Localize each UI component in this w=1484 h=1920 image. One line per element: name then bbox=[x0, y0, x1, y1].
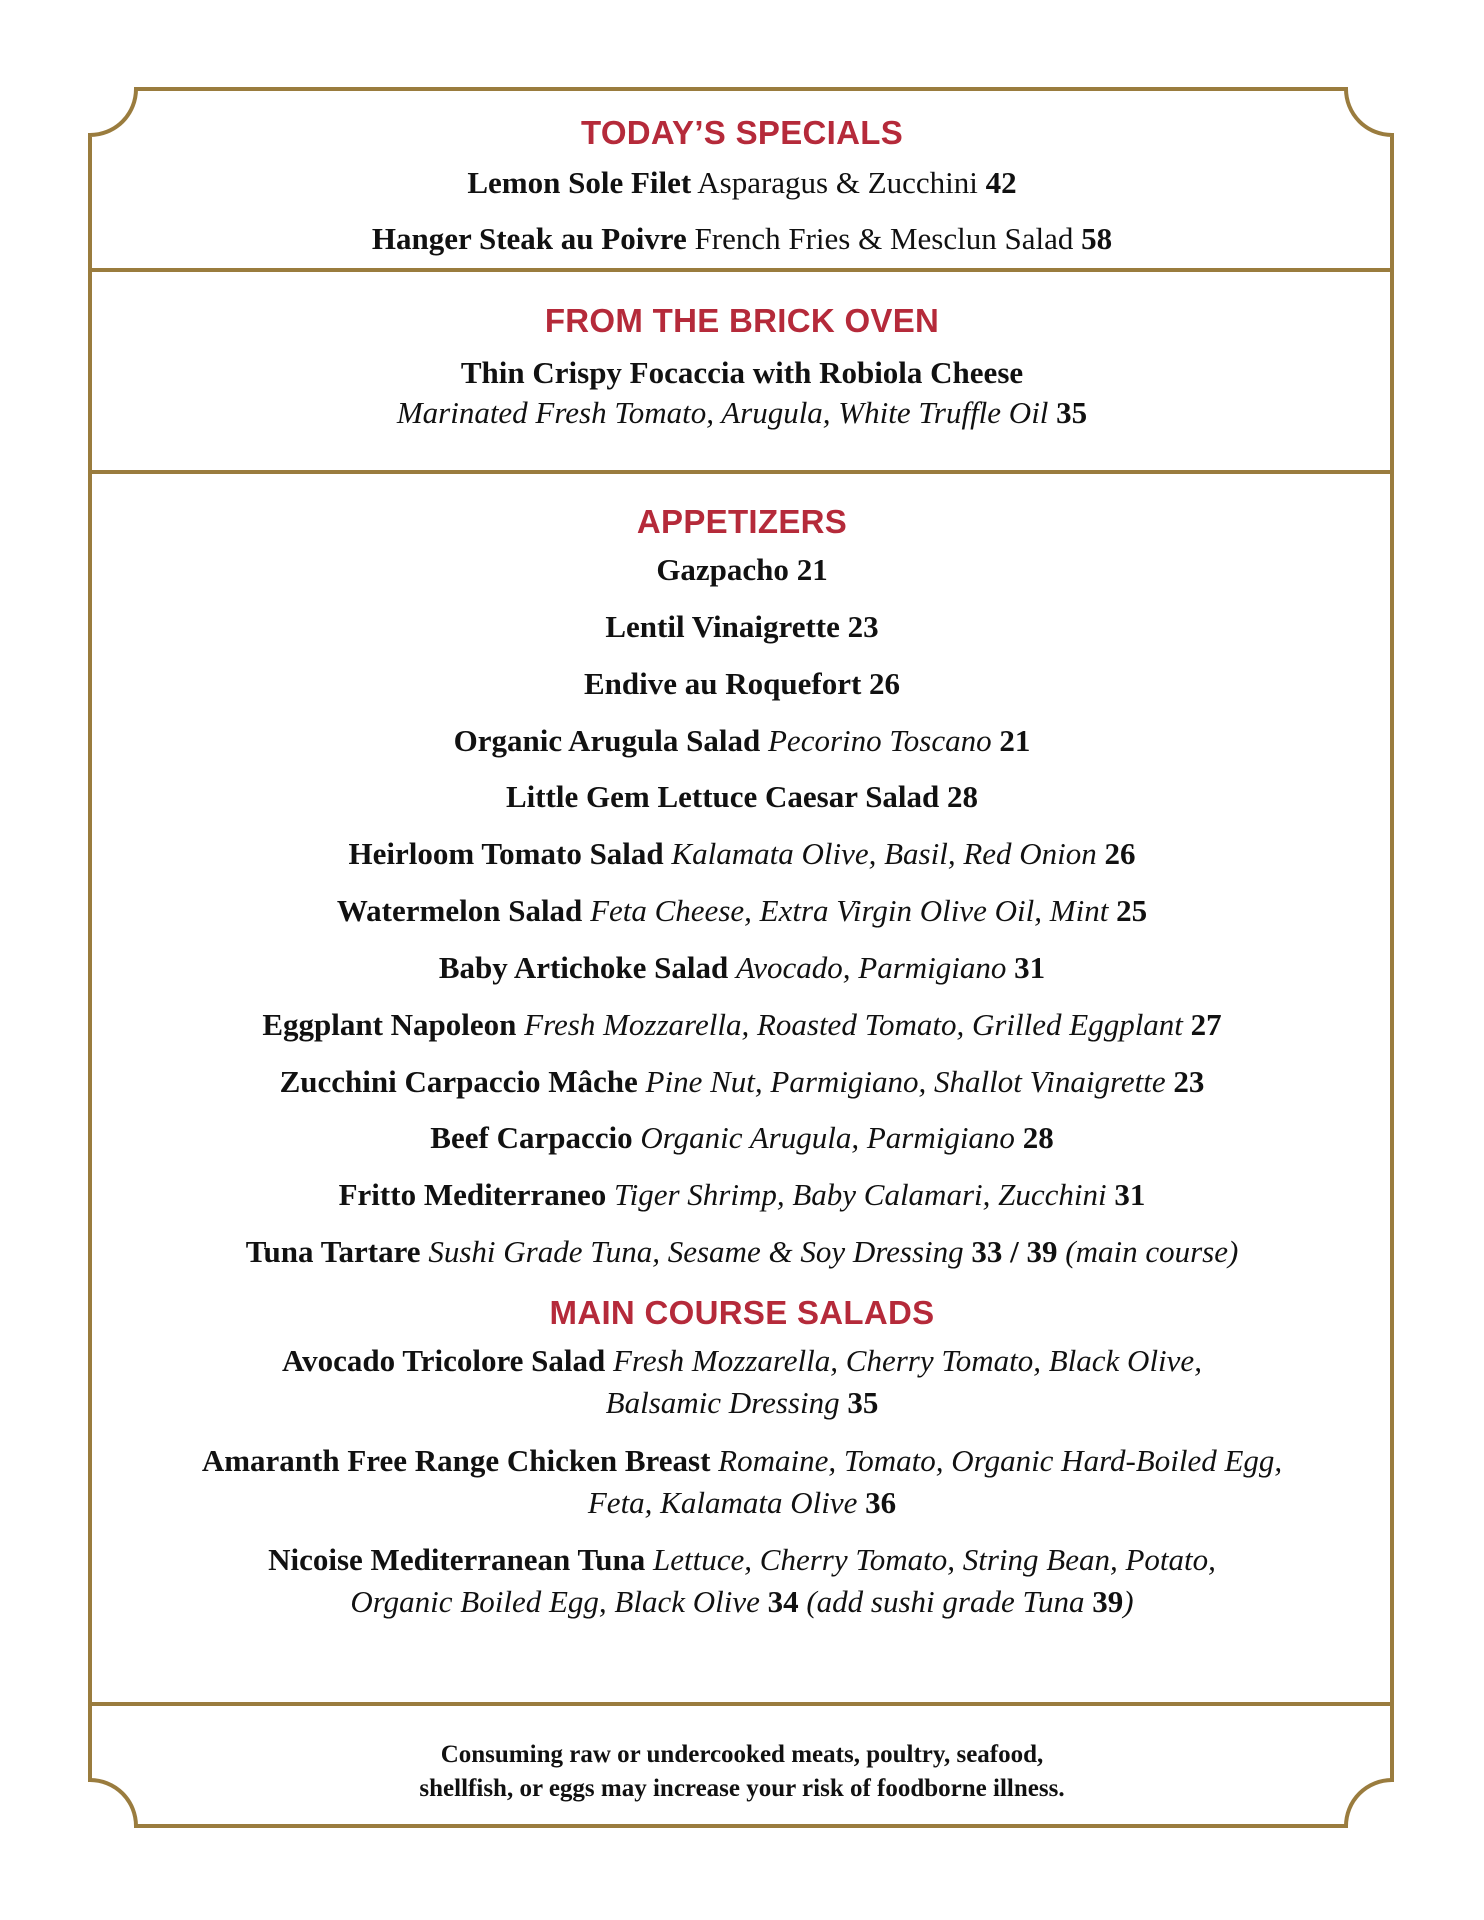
notice-line-1: Consuming raw or undercooked meats, poultry, seafood, bbox=[440, 1741, 1044, 1768]
brick-oven-section bbox=[90, 302, 1394, 434]
appetizers-section bbox=[90, 503, 1394, 1623]
menu-item-continuation: Organic Boiled Egg, Black Olive 34 (add sushi grade Tuna 39) bbox=[350, 1584, 1134, 1620]
menu-item-description: Marinated Fresh Tomato, Arugula, White Truffle Oil 35 bbox=[396, 394, 1088, 430]
food-safety-notice bbox=[90, 1738, 1394, 1805]
menu-item: Amaranth Free Range Chicken Breast Romaine, Tomato, Organic Hard-Boiled Egg, bbox=[201, 1442, 1283, 1478]
menu-item: Gazpacho 21 bbox=[656, 552, 828, 587]
specials-section bbox=[90, 114, 1394, 260]
menu-item: Thin Crispy Focaccia with Robiola Cheese bbox=[460, 355, 1024, 390]
menu-item-continuation: Feta, Kalamata Olive 36 bbox=[587, 1484, 897, 1520]
menu-item: Tuna Tartare Sushi Grade Tuna, Sesame & Soy Dressing 33 / 39 (main course) bbox=[245, 1234, 1239, 1270]
specials-heading: TODAY’S SPECIALS bbox=[580, 114, 904, 151]
main-salads-heading: MAIN COURSE SALADS bbox=[549, 1293, 935, 1331]
menu-item: Fritto Mediterraneo Tiger Shrimp, Baby Calamari, Zucchini 31 bbox=[338, 1177, 1146, 1213]
appetizer-list bbox=[90, 549, 1394, 1216]
menu-item: Nicoise Mediterranean Tuna Lettuce, Cherry Tomato, String Bean, Potato, bbox=[268, 1542, 1216, 1578]
menu-item: Heirloom Tomato Salad Kalamata Olive, Basil, Red Onion 26 bbox=[348, 836, 1136, 872]
appetizers-heading: APPETIZERS bbox=[636, 503, 848, 540]
brick-oven-heading: FROM THE BRICK OVEN bbox=[544, 302, 940, 339]
menu-item: Little Gem Lettuce Caesar Salad 28 bbox=[505, 779, 979, 815]
notice-line-2: shellfish, or eggs may increase your risk of foodborne illness. bbox=[419, 1774, 1065, 1802]
menu-item: Lentil Vinaigrette 23 bbox=[605, 608, 879, 644]
menu-item: Lemon Sole Filet Asparagus & Zucchini 42 bbox=[467, 165, 1017, 200]
menu-item: Beef Carpaccio Organic Arugula, Parmigiano 28 bbox=[430, 1120, 1054, 1156]
menu-item: Organic Arugula Salad Pecorino Toscano 21 bbox=[453, 722, 1031, 758]
menu-item: Baby Artichoke Salad Avocado, Parmigiano 31 bbox=[438, 949, 1046, 985]
menu-item-continuation: Balsamic Dressing 35 bbox=[605, 1384, 879, 1420]
menu-item: Eggplant Napoleon Fresh Mozzarella, Roasted Tomato, Grilled Eggplant 27 bbox=[262, 1006, 1222, 1042]
menu-item: Hanger Steak au Poivre French Fries & Mesclun Salad 58 bbox=[371, 220, 1113, 256]
menu-item: Watermelon Salad Feta Cheese, Extra Virgin Olive Oil, Mint 25 bbox=[336, 893, 1148, 929]
menu-item: Zucchini Carpaccio Mâche Pine Nut, Parmigiano, Shallot Vinaigrette 23 bbox=[279, 1063, 1205, 1099]
menu-item: Avocado Tricolore Salad Fresh Mozzarella, Cherry Tomato, Black Olive, bbox=[282, 1342, 1202, 1378]
menu-item: Endive au Roquefort 26 bbox=[583, 665, 901, 701]
